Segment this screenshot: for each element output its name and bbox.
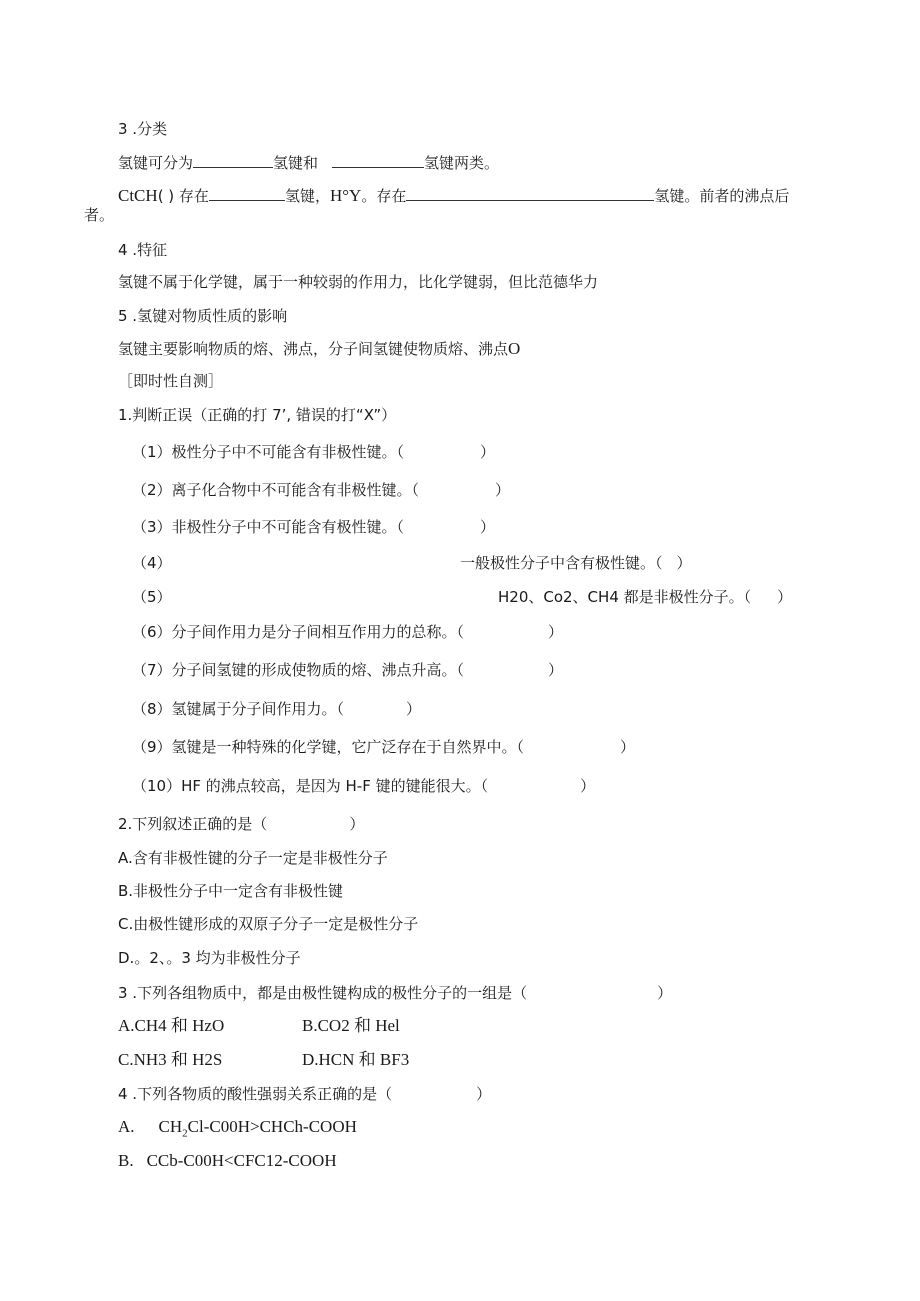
answer-paren[interactable]: ） [406,700,422,718]
text: 。存在 [361,187,407,205]
formula: Cl-C00H>CHCh-COOH [187,1117,357,1136]
fill-blank[interactable] [332,152,424,168]
question-text: 3 .下列各组物质中，都是由极性键构成的极性分子的一组是（ [118,984,528,1002]
item-text: H20、Co2、CH4 都是非极性分子。（ [498,588,752,606]
item-text: （2）离子化合物中不可能含有非极性键。（ [132,481,420,499]
q3-option-a[interactable]: A.CH4 和 HzO [118,1016,225,1035]
fill-blank[interactable] [209,185,285,201]
q1-item [132,660,563,680]
q4-option-a[interactable] [118,1117,357,1143]
section3-line2-wrap: 者。 [84,206,115,224]
option-label: B. [118,1151,134,1170]
item-text: 一般极性分子中含有极性键。（ [460,554,663,572]
option-label: A. [118,1117,135,1136]
text: 氢键主要影响物质的熔、沸点，分子间氢键使物质熔、沸点 [118,340,509,358]
answer-paren[interactable]: ） [548,661,564,679]
q1-item [132,776,595,796]
section3-line1 [118,152,499,173]
answer-paren[interactable]: ） [480,443,496,461]
q2-stem [118,814,364,834]
section5-heading: 5 .氢键对物质性质的影响 [118,307,288,325]
answer-paren[interactable]: ） [495,481,511,499]
answer-paren[interactable]: ） [620,738,636,756]
q1-item [498,587,792,607]
q1-item-num: （4） [132,554,172,572]
item-text: （6）分子间作用力是分子间相互作用力的总称。（ [132,623,465,641]
q1-item [132,622,563,642]
item-text: （7）分子间氢键的形成使物质的熔、沸点升高。（ [132,661,465,679]
text: 氢键两类。 [424,154,500,172]
q1-stem: 1.判断正误（正确的打 7’, 错误的打“X”） [118,406,397,424]
section5-text [118,339,520,359]
formula: CCb-C00H<CFC12-COOH [146,1151,337,1170]
text: 氢键。前者的沸点后 [654,187,790,205]
answer-paren[interactable]: ） [480,518,496,536]
text: O [508,339,521,358]
question-text: 2.下列叙述正确的是（ [118,815,268,833]
q1-item [460,553,692,573]
q1-item [132,480,510,500]
section3-line2 [118,185,789,206]
answer-paren[interactable]: ） [476,1085,492,1103]
q2-option-c[interactable]: C.由极性键形成的双原子分子一定是极性分子 [118,915,419,933]
text: 氢键和 [273,154,319,172]
q3-option-c[interactable]: C.NH3 和 H2S [118,1050,223,1069]
question-text: 4 .下列各物质的酸性强弱关系正确的是（ [118,1085,393,1103]
q1-item-num: （5） [132,588,172,606]
q3-option-d[interactable]: D.HCN 和 BF3 [302,1050,410,1069]
formula: CtCH [118,186,158,205]
q3-stem [118,983,672,1003]
q3-option-b[interactable]: B.CO2 和 Hel [302,1016,400,1035]
text: 氢键可分为 [118,154,194,172]
self-test-title: ［即时性自测］ [118,372,224,390]
fill-blank[interactable] [193,152,273,168]
item-text: （3）非极性分子中不可能含有极性键。（ [132,518,405,536]
q2-option-b[interactable]: B.非极性分子中一定含有非极性键 [118,882,344,900]
answer-paren[interactable]: ） [657,984,673,1002]
q4-option-b[interactable] [118,1151,337,1171]
answer-paren[interactable]: ） [548,623,564,641]
answer-paren[interactable]: ） [777,588,793,606]
q1-item [132,699,421,719]
section3-heading: 3 .分类 [118,120,168,138]
formula: CH [158,1117,183,1136]
section4-text: 氢键不属于化学键，属于一种较弱的作用力，比化学键弱，但比范德华力 [118,273,599,291]
q1-item [132,737,635,757]
section4-heading: 4 .特征 [118,241,168,259]
subscript: 2 [182,1127,188,1140]
item-text: （9）氢键是一种特殊的化学键，它广泛存在于自然界中。（ [132,738,525,756]
fill-blank[interactable] [406,185,654,201]
answer-paren[interactable]: ） [349,815,365,833]
q2-option-a[interactable]: A.含有非极性键的分子一定是非极性分子 [118,849,388,867]
answer-paren[interactable]: ） [580,777,596,795]
text: ( ) 存在 [157,187,209,205]
q1-item [132,442,495,462]
text: 氢键， [284,187,330,205]
q1-item [132,517,495,537]
item-text: （10）HF 的沸点较高，是因为 H-F 键的键能很大。（ [132,777,489,795]
q2-option-d[interactable]: D.。2、。3 均为非极性分子 [118,949,301,967]
q4-stem [118,1084,491,1104]
answer-paren[interactable]: ） [676,554,692,572]
item-text: （1）极性分子中不可能含有非极性键。（ [132,443,405,461]
formula: H°Y [329,186,362,205]
item-text: （8）氢键属于分子间作用力。（ [132,700,345,718]
